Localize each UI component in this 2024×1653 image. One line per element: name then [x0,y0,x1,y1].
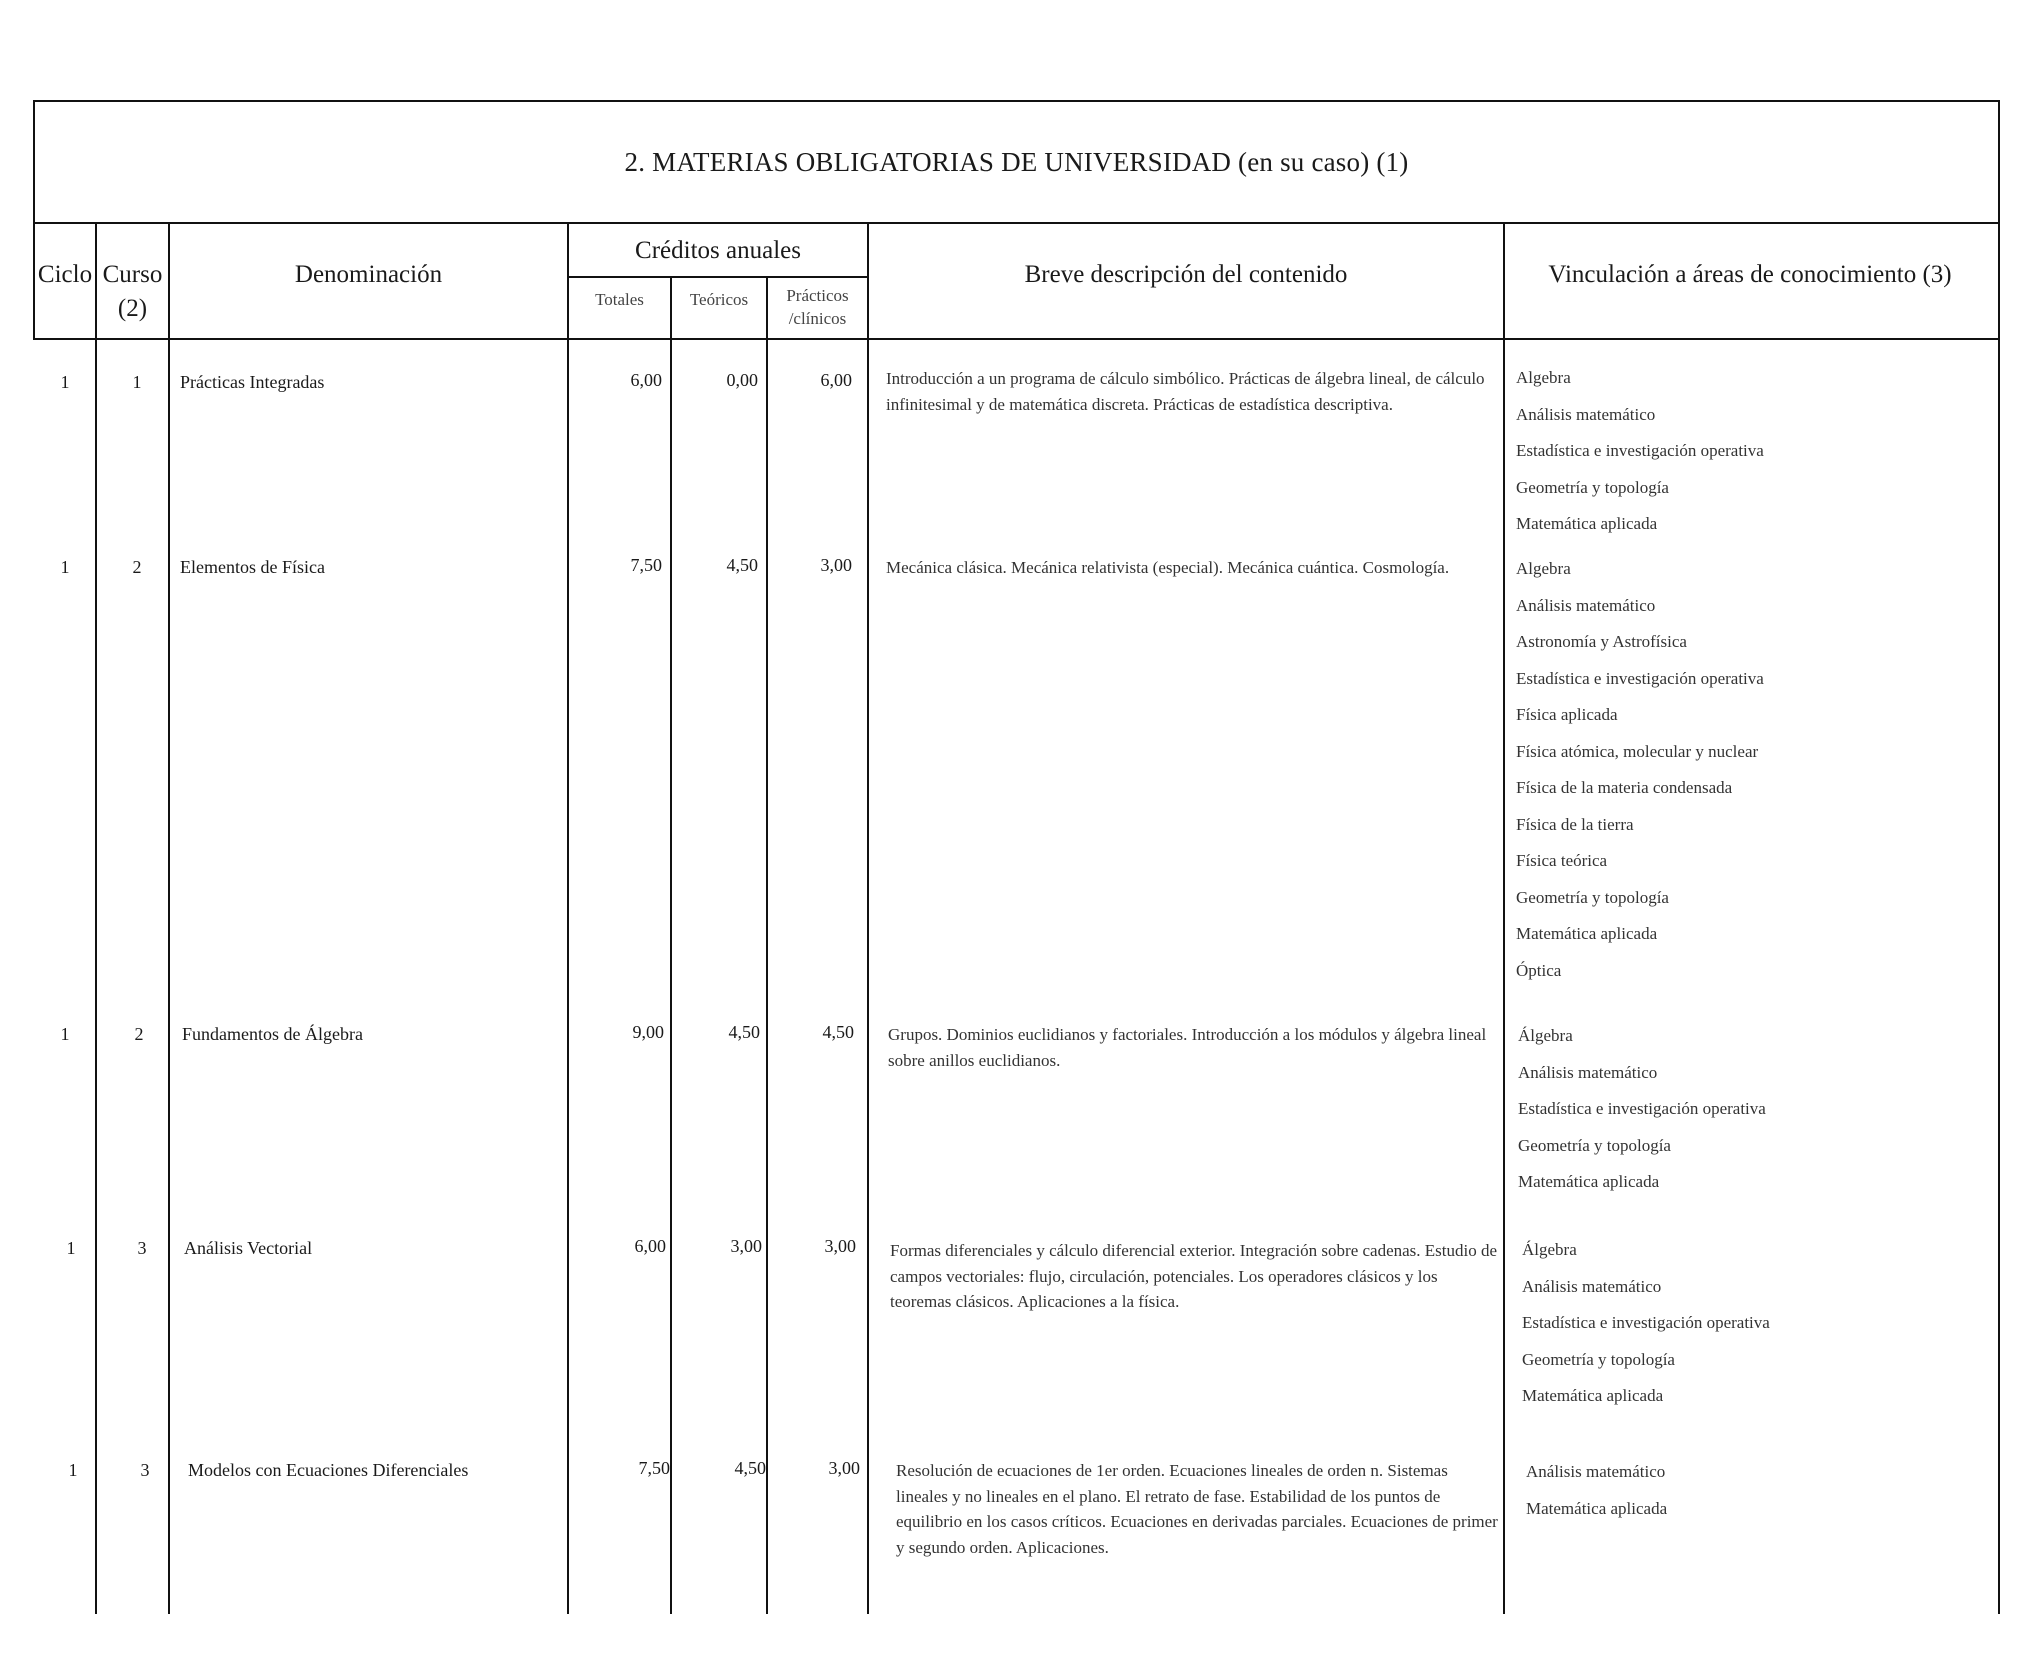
col-line-denominacion [567,224,569,1614]
row2-ciclo: 1 [60,557,70,577]
header-totales: Totales [595,289,644,309]
area-item: Análisis matemático [1526,1462,1666,1481]
area-item: Análisis matemático [1516,404,1656,424]
row2-denominacion: Elementos de Física [180,557,325,577]
row3-denominacion: Fundamentos de Álgebra [182,1024,363,1044]
area-item: Matemática aplicada [1516,514,1658,533]
col-line-curso [168,224,170,1614]
row2-curso: 2 [132,557,142,577]
row5-areas [1526,1460,1667,1533]
row1-ciclo: 1 [60,372,70,392]
row4-areas [1522,1238,1770,1421]
area-item: Álgebra [1522,1240,1577,1259]
area-item: Matemática aplicada [1518,1172,1660,1191]
header-practicos-line2: /clínicos [788,309,847,328]
row2-teoricos: 4,50 [726,555,758,575]
area-item: Física de la tierra [1516,814,1634,834]
col-line-descripcion [1503,224,1505,1614]
header-teoricos: Teóricos [689,289,749,309]
area-item: Física teórica [1516,851,1608,870]
row5-teoricos: 4,50 [734,1458,766,1478]
row5-denominacion: Modelos con Ecuaciones Diferenciales [188,1460,469,1480]
row1-areas [1516,366,1764,549]
header-vinculacion: Vinculación a áreas de conocimiento (3) [1548,261,1952,289]
row3-practicos: 4,50 [822,1022,854,1042]
area-item: Análisis matemático [1518,1062,1658,1082]
area-item: Matemática aplicada [1522,1386,1664,1405]
row4-practicos: 3,00 [824,1236,856,1256]
area-item: Física de la materia condensada [1516,778,1733,797]
area-item: Análisis matemático [1516,595,1656,615]
area-item: Astronomía y Astrofísica [1516,632,1687,651]
area-item: Física atómica, molecular y nuclear [1516,741,1759,761]
row5-ciclo: 1 [68,1460,78,1480]
row4-descripcion: Formas diferenciales y cálculo diferencial exterior. Integración sobre cadenas. Estudio de campos vectoriales: flujo, circulación, potenciales. Los operadores clásicos y los teoremas clásicos. Aplicaciones a la física. [890,1241,1498,1311]
row1-totales: 6,00 [630,370,662,390]
row5-curso: 3 [140,1460,150,1480]
row2-totales: 7,50 [630,555,662,575]
row2-descripcion: Mecánica clásica. Mecánica relativista (especial). Mecánica cuántica. Cosmología. [886,558,1450,577]
header-curso-note: (2) [117,295,148,322]
header-denominacion: Denominación [294,261,443,289]
area-item: Geometría y topología [1522,1349,1675,1369]
col-line-practicos [867,224,869,1614]
header-creditos: Créditos anuales [635,237,801,265]
row4-denominacion: Análisis Vectorial [184,1238,313,1258]
row5-practicos: 3,00 [828,1458,860,1478]
row4-ciclo: 1 [66,1238,76,1258]
row1-denominacion: Prácticas Integradas [180,372,325,392]
area-item: Algebra [1516,368,1571,387]
row1-teoricos: 0,00 [726,370,758,390]
row2-practicos: 3,00 [820,555,852,575]
area-item: Análisis matemático [1522,1276,1662,1296]
row1-descripcion: Introducción a un programa de cálculo simbólico. Prácticas de álgebra lineal, de cálculo infinitesimal y de matemática discreta. Prácticas de estadística descriptiva. [886,369,1485,414]
area-item: Geometría y topología [1516,477,1669,497]
col-line-teoricos [766,276,768,1614]
area-item: Matemática aplicada [1516,924,1658,943]
row3-curso: 2 [134,1024,144,1044]
col-line-right [1998,224,2000,1614]
col-line-totales [670,276,672,1614]
section-title: 2. MATERIAS OBLIGATORIAS DE UNIVERSIDAD (en su caso) (1) [33,100,2000,224]
area-item: Física aplicada [1516,705,1618,724]
area-item: Geometría y topología [1516,887,1669,907]
area-item: Estadística e investigación operativa [1516,668,1764,688]
row4-teoricos: 3,00 [730,1236,762,1256]
row3-teoricos: 4,50 [728,1022,760,1042]
area-item: Óptica [1516,960,1562,980]
row3-ciclo: 1 [60,1024,70,1044]
header-descripcion: Breve descripción del contenido [1024,261,1348,289]
header-bottom-rule [33,338,2000,340]
header-practicos [768,278,867,338]
row3-descripcion: Grupos. Dominios euclidianos y factoriales. Introducción a los módulos y álgebra lineal sobre anillos euclidianos. [888,1025,1487,1070]
area-item: Algebra [1516,559,1571,578]
row5-totales: 7,50 [638,1458,670,1478]
row1-curso: 1 [132,372,142,392]
header-ciclo: Ciclo [37,261,93,289]
row3-totales: 9,00 [632,1022,664,1042]
row3-areas [1518,1024,1766,1207]
header-curso [97,250,168,334]
row2-areas [1516,557,1764,995]
row4-totales: 6,00 [634,1236,666,1256]
row1-practicos: 6,00 [820,370,852,390]
area-item: Matemática aplicada [1526,1498,1668,1518]
area-item: Geometría y topología [1518,1135,1671,1155]
area-item: Estadística e investigación operativa [1516,441,1764,460]
area-item: Álgebra [1518,1026,1573,1045]
area-item: Estadística e investigación operativa [1522,1313,1770,1332]
header-curso-label: Curso [102,261,163,289]
area-item: Estadística e investigación operativa [1518,1099,1766,1118]
row5-descripcion: Resolución de ecuaciones de 1er orden. Ecuaciones lineales de orden n. Sistemas lineales y no lineales en el plano. El retrato de fase. Estabilidad de los puntos de equilibrio en los casos críticos. Ecuaciones en derivadas parciales. Ecuaciones de primer y segundo orden. Aplicaciones. [896,1461,1498,1557]
row4-curso: 3 [137,1238,147,1258]
col-line-ciclo [95,224,97,1614]
header-practicos-line1: Prácticos [786,286,849,306]
